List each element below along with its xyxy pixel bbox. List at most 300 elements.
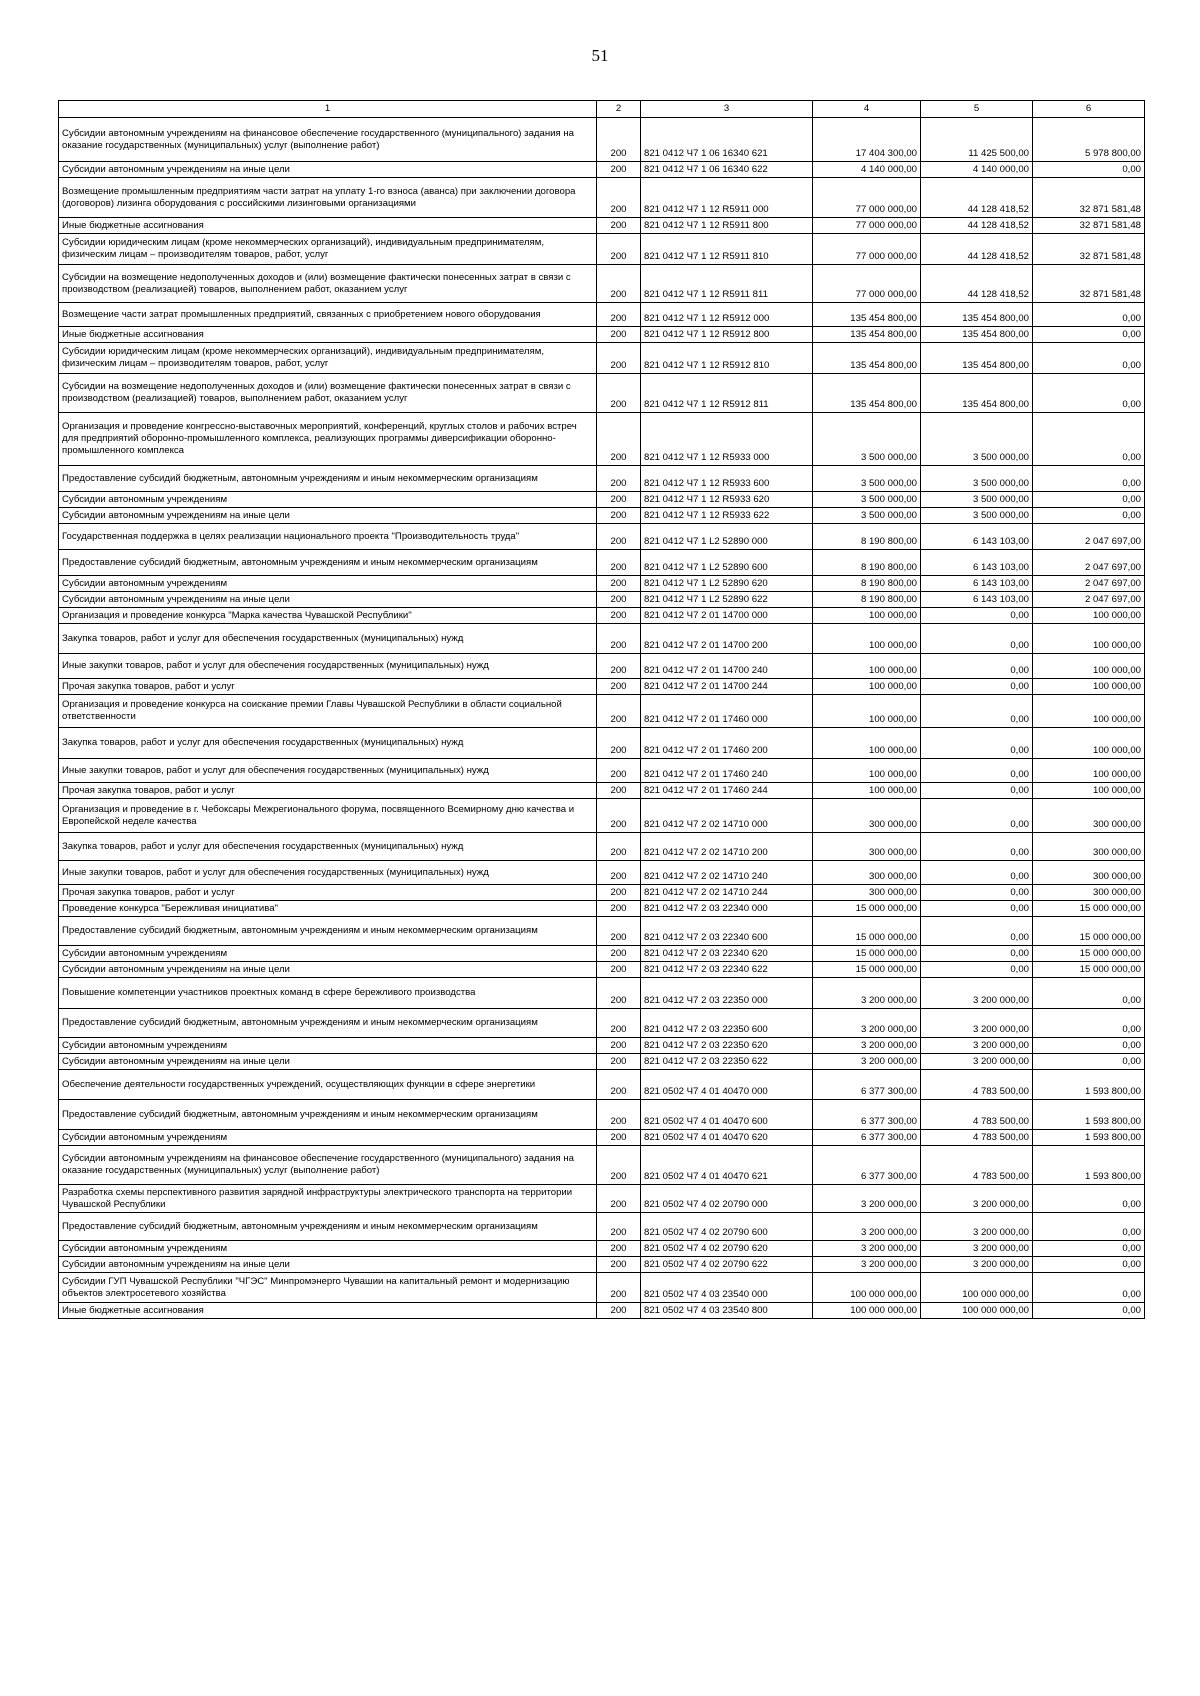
row-classification: 821 0412 Ч7 1 06 16340 621 <box>641 118 813 162</box>
row-classification: 821 0412 Ч7 2 03 22340 620 <box>641 946 813 962</box>
row-code: 200 <box>597 492 641 508</box>
row-name: Предоставление субсидий бюджетным, автономным учреждениям и иным некоммерческим организациям <box>59 1213 597 1241</box>
row-value-4: 77 000 000,00 <box>813 234 921 265</box>
row-classification: 821 0412 Ч7 2 03 22350 622 <box>641 1054 813 1070</box>
row-name: Обеспечение деятельности государственных учреждений, осуществляющих функции в сфере энергетики <box>59 1070 597 1100</box>
row-value-6: 2 047 697,00 <box>1033 592 1145 608</box>
row-code: 200 <box>597 654 641 679</box>
row-code: 200 <box>597 946 641 962</box>
table-row <box>59 695 1145 728</box>
table-row <box>59 218 1145 234</box>
row-value-6: 0,00 <box>1033 1273 1145 1303</box>
row-code: 200 <box>597 783 641 799</box>
row-value-5: 0,00 <box>921 833 1033 861</box>
row-classification: 821 0502 Ч7 4 01 40470 000 <box>641 1070 813 1100</box>
row-value-4: 8 190 800,00 <box>813 524 921 550</box>
table-row <box>59 413 1145 466</box>
table-row <box>59 1241 1145 1257</box>
row-name: Субсидии ГУП Чувашской Республики "ЧГЭС" Минпромэнерго Чувашии на капитальный ремонт и модернизацию объектов электросетевого хозяйства <box>59 1273 597 1303</box>
row-value-4: 100 000 000,00 <box>813 1273 921 1303</box>
row-classification: 821 0412 Ч7 2 01 14700 240 <box>641 654 813 679</box>
row-name: Прочая закупка товаров, работ и услуг <box>59 679 597 695</box>
row-value-5: 0,00 <box>921 608 1033 624</box>
row-code: 200 <box>597 218 641 234</box>
row-name: Иные бюджетные ассигнования <box>59 327 597 343</box>
row-name: Предоставление субсидий бюджетным, автономным учреждениям и иным некоммерческим организациям <box>59 917 597 946</box>
row-value-5: 0,00 <box>921 624 1033 654</box>
row-value-5: 3 200 000,00 <box>921 1054 1033 1070</box>
row-value-4: 6 377 300,00 <box>813 1146 921 1185</box>
row-classification: 821 0412 Ч7 1 12 R5911 810 <box>641 234 813 265</box>
row-code: 200 <box>597 1070 641 1100</box>
row-code: 200 <box>597 524 641 550</box>
row-classification: 821 0502 Ч7 4 02 20790 622 <box>641 1257 813 1273</box>
row-classification: 821 0412 Ч7 1 L2 52890 622 <box>641 592 813 608</box>
row-name: Субсидии автономным учреждениям на финансовое обеспечение государственного (муниципального) задания на оказание государственных (муниципальных) услуг (выполнение работ) <box>59 1146 597 1185</box>
table-row <box>59 327 1145 343</box>
row-name: Повышение компетенции участников проектных команд в сфере бережливого производства <box>59 978 597 1009</box>
row-name: Организация и проведение конкурса "Марка качества Чувашской Республики" <box>59 608 597 624</box>
header-col-5: 5 <box>921 101 1033 118</box>
row-name: Субсидии автономным учреждениям на финансовое обеспечение государственного (муниципального) задания на оказание государственных (муниципальных) услуг (выполнение работ) <box>59 118 597 162</box>
row-name: Субсидии автономным учреждениям <box>59 1241 597 1257</box>
row-value-5: 4 140 000,00 <box>921 162 1033 178</box>
row-value-5: 0,00 <box>921 901 1033 917</box>
row-code: 200 <box>597 728 641 759</box>
row-value-4: 135 454 800,00 <box>813 374 921 413</box>
table-row <box>59 508 1145 524</box>
table-row <box>59 265 1145 303</box>
row-name: Прочая закупка товаров, работ и услуг <box>59 783 597 799</box>
row-value-5: 3 500 000,00 <box>921 413 1033 466</box>
row-classification: 821 0412 Ч7 1 06 16340 622 <box>641 162 813 178</box>
row-value-4: 3 200 000,00 <box>813 1038 921 1054</box>
row-value-5: 3 500 000,00 <box>921 466 1033 492</box>
row-value-5: 100 000 000,00 <box>921 1273 1033 1303</box>
row-name: Возмещение части затрат промышленных предприятий, связанных с приобретением нового оборудования <box>59 303 597 327</box>
row-value-4: 100 000,00 <box>813 654 921 679</box>
row-code: 200 <box>597 576 641 592</box>
row-value-6: 0,00 <box>1033 466 1145 492</box>
row-value-4: 3 500 000,00 <box>813 508 921 524</box>
row-name: Прочая закупка товаров, работ и услуг <box>59 885 597 901</box>
table-row <box>59 466 1145 492</box>
row-code: 200 <box>597 624 641 654</box>
row-value-5: 0,00 <box>921 759 1033 783</box>
row-code: 200 <box>597 327 641 343</box>
row-value-5: 4 783 500,00 <box>921 1130 1033 1146</box>
row-code: 200 <box>597 413 641 466</box>
row-classification: 821 0412 Ч7 2 01 17460 244 <box>641 783 813 799</box>
row-value-5: 44 128 418,52 <box>921 265 1033 303</box>
row-code: 200 <box>597 679 641 695</box>
row-value-4: 135 454 800,00 <box>813 303 921 327</box>
row-value-5: 3 500 000,00 <box>921 492 1033 508</box>
row-classification: 821 0412 Ч7 2 01 14700 000 <box>641 608 813 624</box>
row-classification: 821 0412 Ч7 1 12 R5911 800 <box>641 218 813 234</box>
row-name: Организация и проведение в г. Чебоксары Межрегионального форума, посвященного Всемирному дню качества и Европейской неделе качества <box>59 799 597 833</box>
row-code: 200 <box>597 1038 641 1054</box>
row-name: Субсидии автономным учреждениям <box>59 492 597 508</box>
table-row <box>59 162 1145 178</box>
row-name: Субсидии юридическим лицам (кроме некоммерческих организаций), индивидуальным предпринимателям, физическим лицам – производителям товаров, работ, услуг <box>59 343 597 374</box>
row-value-4: 3 500 000,00 <box>813 413 921 466</box>
row-value-6: 1 593 800,00 <box>1033 1146 1145 1185</box>
row-code: 200 <box>597 508 641 524</box>
table-row <box>59 374 1145 413</box>
row-classification: 821 0502 Ч7 4 02 20790 600 <box>641 1213 813 1241</box>
row-classification: 821 0412 Ч7 2 01 14700 200 <box>641 624 813 654</box>
row-value-4: 3 200 000,00 <box>813 1185 921 1213</box>
row-value-4: 100 000,00 <box>813 679 921 695</box>
table-row <box>59 524 1145 550</box>
row-value-4: 300 000,00 <box>813 799 921 833</box>
row-classification: 821 0412 Ч7 1 12 R5933 000 <box>641 413 813 466</box>
row-value-5: 0,00 <box>921 799 1033 833</box>
row-name: Организация и проведение конгрессно-выставочных мероприятий, конференций, круглых столов и рабочих встреч для предприятий оборонно-промышленного комплекса, реализующих программы диверсификации оборонно-промышленного комплекса <box>59 413 597 466</box>
row-value-4: 135 454 800,00 <box>813 327 921 343</box>
row-value-5: 100 000 000,00 <box>921 1303 1033 1319</box>
row-value-5: 44 128 418,52 <box>921 234 1033 265</box>
row-name: Субсидии автономным учреждениям <box>59 1130 597 1146</box>
table-row <box>59 978 1145 1009</box>
header-col-3: 3 <box>641 101 813 118</box>
row-value-6: 32 871 581,48 <box>1033 265 1145 303</box>
row-code: 200 <box>597 917 641 946</box>
row-code: 200 <box>597 1146 641 1185</box>
row-classification: 821 0412 Ч7 1 L2 52890 000 <box>641 524 813 550</box>
row-value-6: 0,00 <box>1033 978 1145 1009</box>
row-value-4: 77 000 000,00 <box>813 178 921 218</box>
row-value-5: 6 143 103,00 <box>921 592 1033 608</box>
row-code: 200 <box>597 303 641 327</box>
table-row <box>59 901 1145 917</box>
row-code: 200 <box>597 1273 641 1303</box>
row-value-6: 32 871 581,48 <box>1033 234 1145 265</box>
row-value-4: 3 500 000,00 <box>813 492 921 508</box>
row-code: 200 <box>597 759 641 783</box>
row-value-4: 4 140 000,00 <box>813 162 921 178</box>
row-name: Субсидии на возмещение недополученных доходов и (или) возмещение фактически понесенных затрат в связи с производством (реализацией) товаров, выполнением работ, оказанием услуг <box>59 374 597 413</box>
row-value-5: 4 783 500,00 <box>921 1100 1033 1130</box>
row-name: Предоставление субсидий бюджетным, автономным учреждениям и иным некоммерческим организациям <box>59 466 597 492</box>
row-classification: 821 0412 Ч7 2 03 22340 000 <box>641 901 813 917</box>
row-value-5: 4 783 500,00 <box>921 1146 1033 1185</box>
row-name: Субсидии автономным учреждениям <box>59 576 597 592</box>
row-value-5: 3 200 000,00 <box>921 1241 1033 1257</box>
table-row <box>59 1213 1145 1241</box>
row-code: 200 <box>597 466 641 492</box>
row-value-5: 135 454 800,00 <box>921 327 1033 343</box>
row-value-6: 15 000 000,00 <box>1033 962 1145 978</box>
row-classification: 821 0502 Ч7 4 01 40470 600 <box>641 1100 813 1130</box>
row-classification: 821 0502 Ч7 4 01 40470 621 <box>641 1146 813 1185</box>
row-code: 200 <box>597 861 641 885</box>
row-code: 200 <box>597 1241 641 1257</box>
row-value-4: 3 200 000,00 <box>813 1257 921 1273</box>
row-value-5: 6 143 103,00 <box>921 524 1033 550</box>
row-name: Субсидии автономным учреждениям на иные цели <box>59 592 597 608</box>
header-col-2: 2 <box>597 101 641 118</box>
row-classification: 821 0502 Ч7 4 01 40470 620 <box>641 1130 813 1146</box>
row-value-5: 0,00 <box>921 962 1033 978</box>
row-code: 200 <box>597 978 641 1009</box>
row-name: Иные бюджетные ассигнования <box>59 1303 597 1319</box>
row-value-6: 100 000,00 <box>1033 624 1145 654</box>
row-value-5: 0,00 <box>921 885 1033 901</box>
table-row <box>59 576 1145 592</box>
row-value-5: 3 200 000,00 <box>921 1185 1033 1213</box>
row-code: 200 <box>597 234 641 265</box>
table-row <box>59 343 1145 374</box>
row-value-6: 0,00 <box>1033 327 1145 343</box>
row-name: Иные закупки товаров, работ и услуг для обеспечения государственных (муниципальных) нужд <box>59 654 597 679</box>
row-value-4: 100 000,00 <box>813 783 921 799</box>
row-value-6: 100 000,00 <box>1033 608 1145 624</box>
row-value-4: 6 377 300,00 <box>813 1100 921 1130</box>
row-name: Закупка товаров, работ и услуг для обеспечения государственных (муниципальных) нужд <box>59 624 597 654</box>
row-value-5: 135 454 800,00 <box>921 374 1033 413</box>
row-value-5: 6 143 103,00 <box>921 550 1033 576</box>
row-code: 200 <box>597 962 641 978</box>
row-code: 200 <box>597 178 641 218</box>
table-row <box>59 1038 1145 1054</box>
row-value-6: 0,00 <box>1033 1009 1145 1038</box>
row-classification: 821 0412 Ч7 1 12 R5911 811 <box>641 265 813 303</box>
row-value-6: 15 000 000,00 <box>1033 946 1145 962</box>
row-value-4: 8 190 800,00 <box>813 576 921 592</box>
row-code: 200 <box>597 1130 641 1146</box>
page-number: 51 <box>591 46 609 65</box>
row-value-5: 0,00 <box>921 728 1033 759</box>
row-classification: 821 0412 Ч7 1 L2 52890 600 <box>641 550 813 576</box>
table-row <box>59 783 1145 799</box>
row-value-6: 0,00 <box>1033 413 1145 466</box>
row-value-6: 15 000 000,00 <box>1033 917 1145 946</box>
row-name: Субсидии автономным учреждениям на иные цели <box>59 508 597 524</box>
row-classification: 821 0412 Ч7 2 03 22340 622 <box>641 962 813 978</box>
row-classification: 821 0502 Ч7 4 02 20790 000 <box>641 1185 813 1213</box>
row-value-6: 2 047 697,00 <box>1033 576 1145 592</box>
row-value-6: 0,00 <box>1033 303 1145 327</box>
row-value-4: 15 000 000,00 <box>813 917 921 946</box>
row-value-4: 300 000,00 <box>813 885 921 901</box>
row-value-4: 100 000 000,00 <box>813 1303 921 1319</box>
row-name: Закупка товаров, работ и услуг для обеспечения государственных (муниципальных) нужд <box>59 728 597 759</box>
row-classification: 821 0412 Ч7 1 12 R5912 000 <box>641 303 813 327</box>
row-code: 200 <box>597 1009 641 1038</box>
row-value-5: 3 200 000,00 <box>921 1009 1033 1038</box>
table-row <box>59 759 1145 783</box>
row-value-5: 11 425 500,00 <box>921 118 1033 162</box>
row-value-6: 0,00 <box>1033 1185 1145 1213</box>
row-name: Организация и проведение конкурса на соискание премии Главы Чувашской Республики в области социальной ответственности <box>59 695 597 728</box>
row-value-4: 3 200 000,00 <box>813 1213 921 1241</box>
row-code: 200 <box>597 1185 641 1213</box>
row-code: 200 <box>597 1257 641 1273</box>
row-value-5: 0,00 <box>921 946 1033 962</box>
table-row <box>59 1009 1145 1038</box>
row-name: Возмещение промышленным предприятиям части затрат на уплату 1-го взноса (аванса) при заключении договора (договоров) лизинга оборудования с российскими лизинговыми организациями <box>59 178 597 218</box>
row-value-6: 0,00 <box>1033 508 1145 524</box>
table-row <box>59 833 1145 861</box>
row-value-5: 44 128 418,52 <box>921 178 1033 218</box>
row-classification: 821 0412 Ч7 1 12 R5911 000 <box>641 178 813 218</box>
row-classification: 821 0412 Ч7 2 02 14710 240 <box>641 861 813 885</box>
row-code: 200 <box>597 118 641 162</box>
row-value-6: 0,00 <box>1033 1054 1145 1070</box>
row-classification: 821 0502 Ч7 4 03 23540 800 <box>641 1303 813 1319</box>
row-value-5: 3 200 000,00 <box>921 1257 1033 1273</box>
row-value-5: 0,00 <box>921 861 1033 885</box>
table-row <box>59 1100 1145 1130</box>
row-value-6: 32 871 581,48 <box>1033 218 1145 234</box>
row-value-6: 0,00 <box>1033 492 1145 508</box>
row-classification: 821 0412 Ч7 2 03 22350 000 <box>641 978 813 1009</box>
row-value-4: 100 000,00 <box>813 695 921 728</box>
row-code: 200 <box>597 343 641 374</box>
row-value-4: 77 000 000,00 <box>813 218 921 234</box>
row-value-6: 100 000,00 <box>1033 759 1145 783</box>
row-classification: 821 0412 Ч7 1 12 R5912 800 <box>641 327 813 343</box>
row-value-4: 8 190 800,00 <box>813 592 921 608</box>
row-value-6: 0,00 <box>1033 1038 1145 1054</box>
row-classification: 821 0412 Ч7 2 03 22350 600 <box>641 1009 813 1038</box>
row-value-4: 6 377 300,00 <box>813 1130 921 1146</box>
row-code: 200 <box>597 1303 641 1319</box>
row-value-4: 15 000 000,00 <box>813 901 921 917</box>
row-code: 200 <box>597 374 641 413</box>
table-row <box>59 728 1145 759</box>
row-value-5: 3 500 000,00 <box>921 508 1033 524</box>
table-row <box>59 550 1145 576</box>
table-row <box>59 885 1145 901</box>
row-value-4: 300 000,00 <box>813 833 921 861</box>
row-classification: 821 0412 Ч7 1 12 R5933 620 <box>641 492 813 508</box>
table-row <box>59 234 1145 265</box>
table-row <box>59 1303 1145 1319</box>
row-name: Закупка товаров, работ и услуг для обеспечения государственных (муниципальных) нужд <box>59 833 597 861</box>
row-value-4: 3 200 000,00 <box>813 1054 921 1070</box>
budget-table <box>58 100 1145 1319</box>
row-name: Предоставление субсидий бюджетным, автономным учреждениям и иным некоммерческим организациям <box>59 550 597 576</box>
table-row <box>59 592 1145 608</box>
table-row <box>59 1185 1145 1213</box>
table-row <box>59 608 1145 624</box>
table-row <box>59 1146 1145 1185</box>
table-row <box>59 962 1145 978</box>
row-classification: 821 0412 Ч7 2 01 17460 200 <box>641 728 813 759</box>
row-value-4: 15 000 000,00 <box>813 946 921 962</box>
row-classification: 821 0412 Ч7 1 12 R5912 811 <box>641 374 813 413</box>
row-value-4: 3 200 000,00 <box>813 1009 921 1038</box>
row-value-6: 100 000,00 <box>1033 695 1145 728</box>
row-code: 200 <box>597 1213 641 1241</box>
header-col-6: 6 <box>1033 101 1145 118</box>
row-classification: 821 0502 Ч7 4 03 23540 000 <box>641 1273 813 1303</box>
row-classification: 821 0412 Ч7 2 01 17460 240 <box>641 759 813 783</box>
row-classification: 821 0502 Ч7 4 02 20790 620 <box>641 1241 813 1257</box>
row-value-4: 17 404 300,00 <box>813 118 921 162</box>
row-value-4: 135 454 800,00 <box>813 343 921 374</box>
row-code: 200 <box>597 901 641 917</box>
table-row <box>59 1130 1145 1146</box>
row-value-4: 3 500 000,00 <box>813 466 921 492</box>
row-value-6: 2 047 697,00 <box>1033 550 1145 576</box>
row-value-6: 100 000,00 <box>1033 654 1145 679</box>
row-code: 200 <box>597 799 641 833</box>
row-value-4: 8 190 800,00 <box>813 550 921 576</box>
table-row <box>59 118 1145 162</box>
row-name: Иные бюджетные ассигнования <box>59 218 597 234</box>
row-value-6: 2 047 697,00 <box>1033 524 1145 550</box>
row-name: Субсидии автономным учреждениям на иные цели <box>59 1054 597 1070</box>
row-value-5: 0,00 <box>921 654 1033 679</box>
row-code: 200 <box>597 1054 641 1070</box>
row-value-6: 0,00 <box>1033 162 1145 178</box>
row-name: Иные закупки товаров, работ и услуг для обеспечения государственных (муниципальных) нужд <box>59 759 597 783</box>
row-value-6: 300 000,00 <box>1033 885 1145 901</box>
row-value-4: 15 000 000,00 <box>813 962 921 978</box>
header-col-4: 4 <box>813 101 921 118</box>
table-row <box>59 861 1145 885</box>
row-value-4: 100 000,00 <box>813 608 921 624</box>
row-code: 200 <box>597 265 641 303</box>
row-name: Субсидии автономным учреждениям на иные цели <box>59 162 597 178</box>
row-value-6: 100 000,00 <box>1033 728 1145 759</box>
table-row <box>59 1070 1145 1100</box>
row-classification: 821 0412 Ч7 1 12 R5933 622 <box>641 508 813 524</box>
table-row <box>59 178 1145 218</box>
row-code: 200 <box>597 833 641 861</box>
table-row <box>59 624 1145 654</box>
table-row <box>59 917 1145 946</box>
row-classification: 821 0412 Ч7 1 12 R5933 600 <box>641 466 813 492</box>
row-value-6: 300 000,00 <box>1033 861 1145 885</box>
row-value-5: 6 143 103,00 <box>921 576 1033 592</box>
row-value-6: 5 978 800,00 <box>1033 118 1145 162</box>
row-name: Иные закупки товаров, работ и услуг для обеспечения государственных (муниципальных) нужд <box>59 861 597 885</box>
row-value-5: 4 783 500,00 <box>921 1070 1033 1100</box>
row-value-6: 1 593 800,00 <box>1033 1100 1145 1130</box>
row-value-5: 135 454 800,00 <box>921 343 1033 374</box>
row-value-4: 3 200 000,00 <box>813 1241 921 1257</box>
row-value-6: 100 000,00 <box>1033 783 1145 799</box>
row-classification: 821 0412 Ч7 2 02 14710 244 <box>641 885 813 901</box>
row-code: 200 <box>597 608 641 624</box>
row-value-4: 3 200 000,00 <box>813 978 921 1009</box>
row-value-6: 100 000,00 <box>1033 679 1145 695</box>
row-classification: 821 0412 Ч7 2 02 14710 000 <box>641 799 813 833</box>
row-value-6: 0,00 <box>1033 1303 1145 1319</box>
row-value-5: 0,00 <box>921 695 1033 728</box>
row-value-4: 100 000,00 <box>813 759 921 783</box>
row-value-6: 0,00 <box>1033 343 1145 374</box>
row-name: Субсидии автономным учреждениям <box>59 946 597 962</box>
row-value-5: 0,00 <box>921 783 1033 799</box>
row-value-4: 300 000,00 <box>813 861 921 885</box>
row-name: Предоставление субсидий бюджетным, автономным учреждениям и иным некоммерческим организациям <box>59 1100 597 1130</box>
row-name: Предоставление субсидий бюджетным, автономным учреждениям и иным некоммерческим организациям <box>59 1009 597 1038</box>
row-value-6: 0,00 <box>1033 374 1145 413</box>
row-classification: 821 0412 Ч7 2 03 22350 620 <box>641 1038 813 1054</box>
row-name: Субсидии автономным учреждениям на иные цели <box>59 1257 597 1273</box>
table-row <box>59 654 1145 679</box>
row-value-5: 3 200 000,00 <box>921 978 1033 1009</box>
row-name: Субсидии автономным учреждениям <box>59 1038 597 1054</box>
row-code: 200 <box>597 550 641 576</box>
table-row <box>59 1257 1145 1273</box>
